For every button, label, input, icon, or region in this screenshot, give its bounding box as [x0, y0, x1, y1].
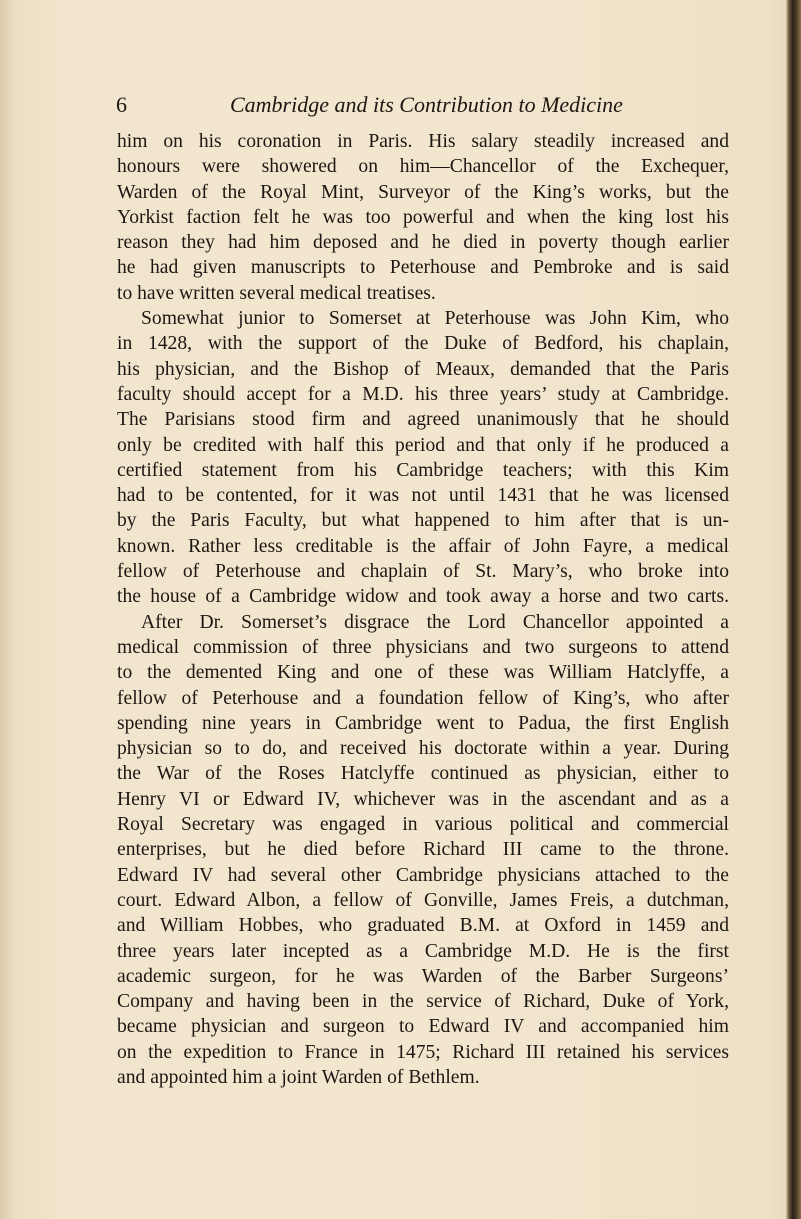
- text-line: academic surgeon, for he was Warden of the Barber Surgeons’: [117, 965, 729, 987]
- text-line: Company and having been in the service of Richard, Duke of York,: [117, 991, 729, 1013]
- text-line: by the Paris Faculty, but what happened to him after that is un-: [117, 510, 729, 532]
- text-line: enterprises, but he died before Richard III came to the throne.: [117, 839, 729, 861]
- text-line: reason they had him deposed and he died in poverty though earlier: [117, 232, 729, 254]
- text-line: court. Edward Albon, a fellow of Gonville, James Freis, a dutchman,: [117, 889, 729, 911]
- text-line: to the demented King and one of these was William Hatclyffe, a: [117, 662, 729, 684]
- text-line: his physician, and the Bishop of Meaux, demanded that the Paris: [117, 358, 729, 380]
- text-line: certified statement from his Cambridge teachers; with this Kim: [117, 459, 729, 481]
- text-line: faculty should accept for a M.D. his three years’ study at Cambridge.: [117, 383, 729, 405]
- text-line: him on his coronation in Paris. His salary steadily increased and: [117, 131, 729, 152]
- text-line: physician so to do, and received his doctorate within a year. During: [117, 738, 729, 760]
- body-text: [117, 129, 729, 1090]
- text-line: and William Hobbes, who graduated B.M. at Oxford in 1459 and: [117, 915, 729, 937]
- text-line: Royal Secretary was engaged in various political and commercial: [117, 814, 729, 836]
- text-line: and appointed him a joint Warden of Bethlem.: [117, 1066, 480, 1088]
- text-line: to have written several medical treatises.: [117, 282, 436, 304]
- text-line: Yorkist faction felt he was too powerful and when the king lost his: [117, 206, 729, 228]
- text-line: had to be contented, for it was not until 1431 that he was licensed: [117, 485, 729, 507]
- text-line: spending nine years in Cambridge went to Padua, the first English: [117, 712, 729, 734]
- text-line: medical commission of three physicians and two surgeons to attend: [117, 636, 729, 658]
- text-line: The Parisians stood firm and agreed unanimously that he should: [117, 409, 729, 431]
- text-line: fellow of Peterhouse and a foundation fellow of King’s, who after: [117, 687, 729, 709]
- running-header: [116, 92, 728, 118]
- text-line: three years later incepted as a Cambridge M.D. He is the first: [117, 940, 729, 962]
- text-line: Henry VI or Edward IV, whichever was in the ascendant and as a: [117, 788, 729, 810]
- text-line: fellow of Peterhouse and chaplain of St. Mary’s, who broke into: [117, 561, 729, 583]
- book-spine-edge: [786, 0, 801, 1219]
- text-line: honours were showered on him—Chancellor of the Exchequer,: [117, 156, 729, 178]
- text-line: the War of the Roses Hatclyffe continued as physician, either to: [117, 763, 729, 785]
- page-number: 6: [116, 92, 127, 117]
- running-title: Cambridge and its Contribution to Medicine: [230, 92, 623, 117]
- text-line: Warden of the Royal Mint, Surveyor of the King’s works, but the: [117, 181, 729, 203]
- text-line: he had given manuscripts to Peterhouse and Pembroke and is said: [117, 257, 729, 279]
- text-line: the house of a Cambridge widow and took away a horse and two carts.: [117, 586, 729, 608]
- page-gutter-shadow: [0, 0, 14, 1219]
- text-line: Edward IV had several other Cambridge physicians attached to the: [117, 864, 729, 886]
- text-line: After Dr. Somerset’s disgrace the Lord Chancellor appointed a: [141, 611, 729, 633]
- text-line: on the expedition to France in 1475; Richard III retained his services: [117, 1041, 729, 1063]
- text-line: only be credited with half this period and that only if he produced a: [117, 434, 729, 456]
- text-line: Somewhat junior to Somerset at Peterhouse was John Kim, who: [141, 308, 729, 330]
- text-line: known. Rather less creditable is the affair of John Fayre, a medical: [117, 535, 729, 557]
- text-line: became physician and surgeon to Edward IV and accompanied him: [117, 1016, 729, 1038]
- text-line: in 1428, with the support of the Duke of Bedford, his chaplain,: [117, 333, 729, 355]
